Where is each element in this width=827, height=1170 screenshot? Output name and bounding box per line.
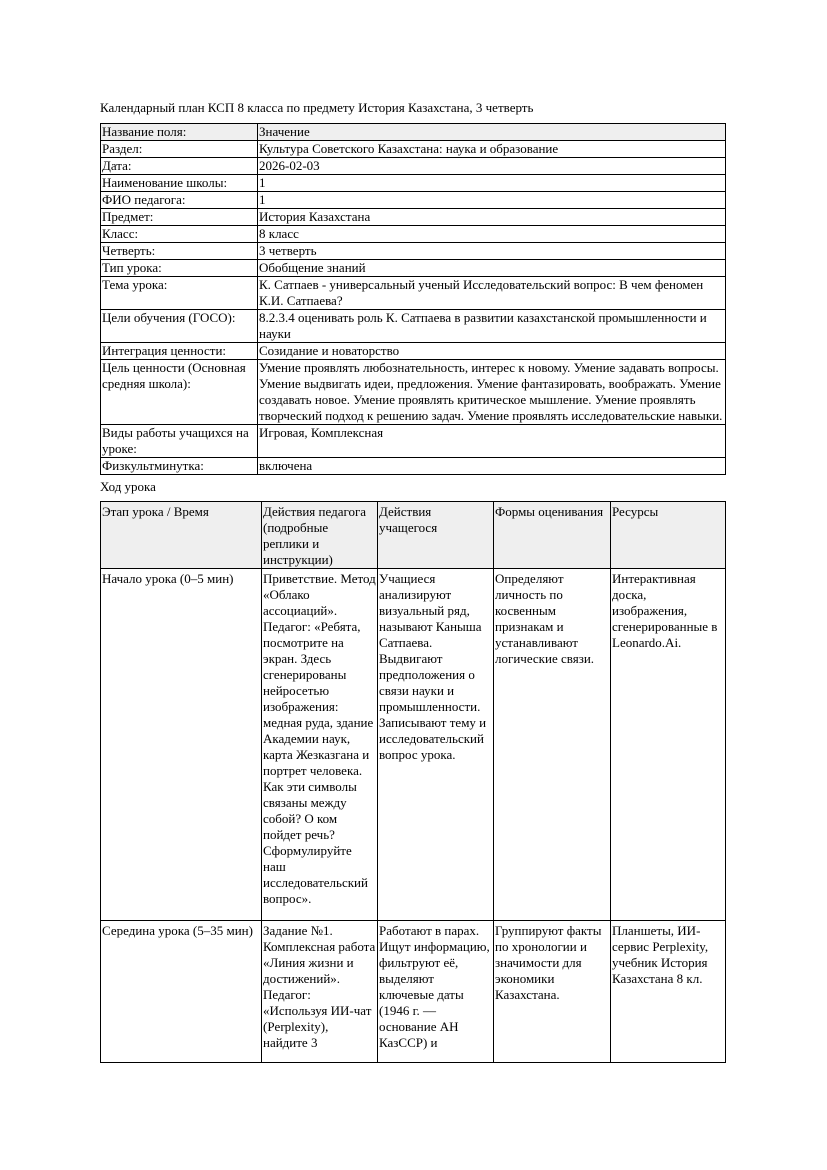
field-label: Физкультминутка: bbox=[101, 458, 258, 475]
lesson-meta-table bbox=[100, 123, 726, 475]
field-label: Виды работы учащихся на уроке: bbox=[101, 425, 258, 458]
field-value: 3 четверть bbox=[258, 243, 726, 260]
field-label: ФИО педагога: bbox=[101, 192, 258, 209]
resources-cell: Интерактивная доска, изображения, сгенерированные в Leonardo.Ai. bbox=[611, 569, 726, 921]
field-label: Предмет: bbox=[101, 209, 258, 226]
table-row bbox=[101, 277, 726, 310]
lesson-flow-table bbox=[100, 501, 726, 1063]
stage-cell: Середина урока (5–35 мин) bbox=[101, 921, 262, 1063]
field-label: Тема урока: bbox=[101, 277, 258, 310]
field-label: Четверть: bbox=[101, 243, 258, 260]
field-value: 1 bbox=[258, 175, 726, 192]
field-label: Интеграция ценности: bbox=[101, 343, 258, 360]
document-title: Календарный план КСП 8 класса по предмету История Казахстана, 3 четверть bbox=[100, 100, 534, 115]
field-label: Цель ценности (Основная средняя школа): bbox=[101, 360, 258, 425]
table-row bbox=[101, 360, 726, 425]
header-field: Название поля: bbox=[101, 124, 258, 141]
table-row bbox=[101, 226, 726, 243]
field-value: 1 bbox=[258, 192, 726, 209]
lesson-flow-heading: Ход урока bbox=[100, 479, 156, 494]
table-row bbox=[101, 425, 726, 458]
teacher-actions-cell: Приветствие. Метод «Облако ассоциаций». Педагог: «Ребята, посмотрите на экран. Здесь сгенерированы нейросетью изображения: медная руда, здание Академии наук, карта Жезказгана и портрет человека. Как эти символы связаны между собой? О ком пойдет речь? Сформулируйте наш исследовательский вопрос». bbox=[262, 569, 378, 921]
table-row bbox=[101, 921, 726, 1063]
field-value: Игровая, Комплексная bbox=[258, 425, 726, 458]
field-label: Цели обучения (ГОСО): bbox=[101, 310, 258, 343]
table-header-row bbox=[101, 502, 726, 569]
field-value: включена bbox=[258, 458, 726, 475]
field-label: Дата: bbox=[101, 158, 258, 175]
table-row bbox=[101, 192, 726, 209]
col-header-students: Действия учащегося bbox=[378, 502, 494, 569]
stage-cell: Начало урока (0–5 мин) bbox=[101, 569, 262, 921]
assessment-cell: Определяют личность по косвенным признакам и устанавливают логические связи. bbox=[494, 569, 611, 921]
header-value: Значение bbox=[258, 124, 726, 141]
student-actions-cell: Работают в парах. Ищут информацию, фильтруют её, выделяют ключевые даты (1946 г. — основание АН КазССР) и bbox=[378, 921, 494, 1063]
table-row bbox=[101, 343, 726, 360]
field-value: Умение проявлять любознательность, интерес к новому. Умение задавать вопросы. Умение выдвигать идеи, предложения. Умение фантазировать, воображать. Умение создавать новое. Умение проявлять критическое мышление. Умение проявлять творческий подход к решению задач. Умение проявлять исследовательские навыки. bbox=[258, 360, 726, 425]
col-header-teacher: Действия педагога (подробные реплики и инструкции) bbox=[262, 502, 378, 569]
field-label: Тип урока: bbox=[101, 260, 258, 277]
table-row bbox=[101, 175, 726, 192]
teacher-actions-cell: Задание №1. Комплексная работа «Линия жизни и достижений». Педагог: «Используя ИИ-чат (Perplexity), найдите 3 bbox=[262, 921, 378, 1063]
table-row bbox=[101, 243, 726, 260]
table-header-row bbox=[101, 124, 726, 141]
field-value: 8.2.3.4 оценивать роль К. Сатпаева в развитии казахстанской промышленности и науки bbox=[258, 310, 726, 343]
col-header-stage: Этап урока / Время bbox=[101, 502, 262, 569]
table-row bbox=[101, 158, 726, 175]
field-label: Наименование школы: bbox=[101, 175, 258, 192]
field-label: Класс: bbox=[101, 226, 258, 243]
table-row bbox=[101, 310, 726, 343]
field-value: 8 класс bbox=[258, 226, 726, 243]
student-actions-cell: Учащиеся анализируют визуальный ряд, называют Каныша Сатпаева. Выдвигают предположения о связи науки и промышленности. Записывают тему и исследовательский вопрос урока. bbox=[378, 569, 494, 921]
col-header-resources: Ресурсы bbox=[611, 502, 726, 569]
table-row bbox=[101, 569, 726, 921]
col-header-assessment: Формы оценивания bbox=[494, 502, 611, 569]
resources-cell: Планшеты, ИИ-сервис Perplexity, учебник История Казахстана 8 кл. bbox=[611, 921, 726, 1063]
field-value: 2026-02-03 bbox=[258, 158, 726, 175]
table-row bbox=[101, 458, 726, 475]
field-value: История Казахстана bbox=[258, 209, 726, 226]
table-row bbox=[101, 209, 726, 226]
field-value: Обобщение знаний bbox=[258, 260, 726, 277]
field-value: Созидание и новаторство bbox=[258, 343, 726, 360]
field-label: Раздел: bbox=[101, 141, 258, 158]
field-value: К. Сатпаев - универсальный ученый Исследовательский вопрос: В чем феномен К.И. Сатпаева? bbox=[258, 277, 726, 310]
assessment-cell: Группируют факты по хронологии и значимости для экономики Казахстана. bbox=[494, 921, 611, 1063]
field-value: Культура Советского Казахстана: наука и образование bbox=[258, 141, 726, 158]
table-row bbox=[101, 141, 726, 158]
table-row bbox=[101, 260, 726, 277]
